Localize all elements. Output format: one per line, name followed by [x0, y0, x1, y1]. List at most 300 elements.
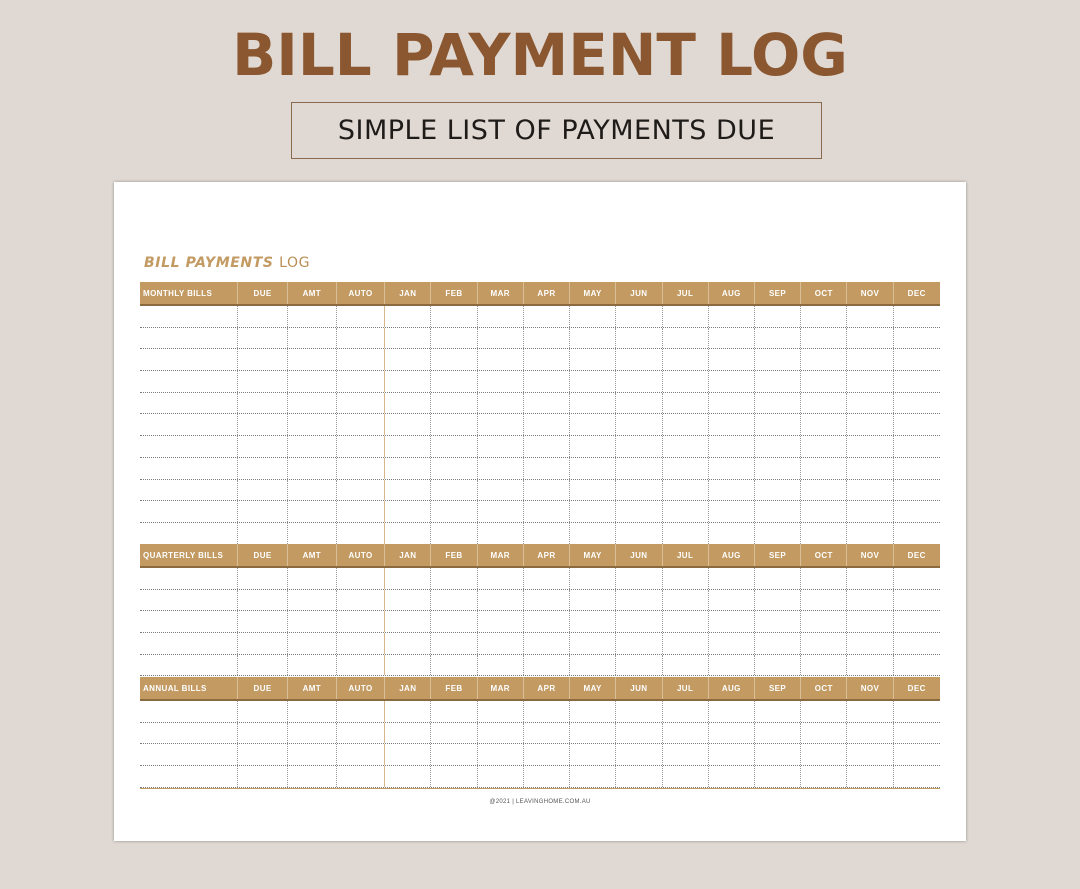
- table-cell[interactable]: [709, 523, 755, 544]
- table-cell[interactable]: [524, 480, 570, 501]
- table-cell[interactable]: [709, 436, 755, 457]
- table-cell[interactable]: [801, 701, 847, 722]
- table-cell[interactable]: [337, 655, 385, 676]
- table-cell[interactable]: [570, 480, 616, 501]
- table-cell[interactable]: [478, 590, 524, 611]
- table-cell[interactable]: [709, 590, 755, 611]
- table-cell[interactable]: [663, 458, 709, 479]
- table-cell[interactable]: [709, 458, 755, 479]
- table-cell[interactable]: [524, 611, 570, 632]
- table-cell[interactable]: [140, 306, 238, 327]
- table-cell[interactable]: [140, 480, 238, 501]
- table-cell[interactable]: [847, 723, 893, 744]
- table-cell[interactable]: [478, 633, 524, 654]
- table-cell[interactable]: [288, 655, 337, 676]
- table-cell[interactable]: [431, 393, 477, 414]
- table-cell[interactable]: [894, 523, 940, 544]
- table-cell[interactable]: [385, 523, 431, 544]
- table-cell[interactable]: [616, 723, 662, 744]
- table-cell[interactable]: [755, 501, 801, 522]
- table-cell[interactable]: [570, 523, 616, 544]
- table-cell[interactable]: [385, 480, 431, 501]
- table-cell[interactable]: [847, 501, 893, 522]
- table-cell[interactable]: [894, 611, 940, 632]
- table-cell[interactable]: [616, 328, 662, 349]
- table-cell[interactable]: [140, 436, 238, 457]
- table-cell[interactable]: [847, 701, 893, 722]
- table-cell[interactable]: [524, 371, 570, 392]
- table-cell[interactable]: [894, 744, 940, 765]
- table-cell[interactable]: [337, 393, 385, 414]
- table-cell[interactable]: [894, 501, 940, 522]
- table-cell[interactable]: [616, 744, 662, 765]
- table-cell[interactable]: [709, 328, 755, 349]
- table-cell[interactable]: [755, 436, 801, 457]
- table-cell[interactable]: [385, 590, 431, 611]
- table-cell[interactable]: [385, 393, 431, 414]
- table-cell[interactable]: [801, 523, 847, 544]
- table-cell[interactable]: [337, 523, 385, 544]
- table-cell[interactable]: [663, 436, 709, 457]
- table-cell[interactable]: [431, 701, 477, 722]
- table-cell[interactable]: [385, 611, 431, 632]
- table-cell[interactable]: [431, 655, 477, 676]
- table-cell[interactable]: [801, 766, 847, 787]
- table-cell[interactable]: [801, 414, 847, 435]
- table-cell[interactable]: [238, 349, 287, 370]
- table-cell[interactable]: [663, 590, 709, 611]
- table-cell[interactable]: [524, 744, 570, 765]
- table-cell[interactable]: [894, 723, 940, 744]
- table-cell[interactable]: [755, 349, 801, 370]
- table-cell[interactable]: [847, 744, 893, 765]
- table-cell[interactable]: [524, 568, 570, 589]
- table-cell[interactable]: [140, 458, 238, 479]
- table-cell[interactable]: [570, 744, 616, 765]
- table-cell[interactable]: [288, 501, 337, 522]
- table-cell[interactable]: [337, 501, 385, 522]
- table-cell[interactable]: [616, 393, 662, 414]
- table-cell[interactable]: [238, 568, 287, 589]
- table-cell[interactable]: [238, 458, 287, 479]
- table-cell[interactable]: [894, 414, 940, 435]
- table-cell[interactable]: [616, 349, 662, 370]
- table-cell[interactable]: [894, 590, 940, 611]
- table-cell[interactable]: [524, 723, 570, 744]
- table-cell[interactable]: [385, 633, 431, 654]
- table-cell[interactable]: [709, 723, 755, 744]
- table-cell[interactable]: [337, 414, 385, 435]
- table-cell[interactable]: [663, 480, 709, 501]
- table-cell[interactable]: [663, 744, 709, 765]
- table-cell[interactable]: [894, 480, 940, 501]
- table-cell[interactable]: [288, 523, 337, 544]
- table-cell[interactable]: [524, 523, 570, 544]
- table-cell[interactable]: [663, 655, 709, 676]
- table-cell[interactable]: [801, 371, 847, 392]
- table-cell[interactable]: [431, 458, 477, 479]
- table-cell[interactable]: [663, 633, 709, 654]
- table-cell[interactable]: [478, 436, 524, 457]
- table-cell[interactable]: [385, 701, 431, 722]
- table-cell[interactable]: [755, 414, 801, 435]
- table-cell[interactable]: [238, 371, 287, 392]
- table-cell[interactable]: [847, 590, 893, 611]
- table-cell[interactable]: [847, 655, 893, 676]
- table-cell[interactable]: [616, 480, 662, 501]
- table-cell[interactable]: [524, 306, 570, 327]
- table-cell[interactable]: [140, 701, 238, 722]
- table-cell[interactable]: [431, 523, 477, 544]
- table-cell[interactable]: [238, 393, 287, 414]
- table-cell[interactable]: [755, 633, 801, 654]
- table-cell[interactable]: [238, 414, 287, 435]
- table-cell[interactable]: [478, 568, 524, 589]
- table-cell[interactable]: [709, 480, 755, 501]
- table-cell[interactable]: [709, 744, 755, 765]
- table-cell[interactable]: [431, 611, 477, 632]
- table-cell[interactable]: [709, 414, 755, 435]
- table-cell[interactable]: [570, 723, 616, 744]
- table-cell[interactable]: [385, 766, 431, 787]
- table-cell[interactable]: [524, 655, 570, 676]
- table-cell[interactable]: [894, 306, 940, 327]
- table-cell[interactable]: [894, 633, 940, 654]
- table-cell[interactable]: [709, 393, 755, 414]
- table-cell[interactable]: [140, 371, 238, 392]
- table-cell[interactable]: [478, 414, 524, 435]
- table-cell[interactable]: [431, 371, 477, 392]
- table-cell[interactable]: [288, 371, 337, 392]
- table-cell[interactable]: [238, 590, 287, 611]
- table-cell[interactable]: [238, 523, 287, 544]
- table-cell[interactable]: [847, 414, 893, 435]
- table-cell[interactable]: [709, 766, 755, 787]
- table-cell[interactable]: [478, 723, 524, 744]
- table-cell[interactable]: [570, 414, 616, 435]
- table-cell[interactable]: [431, 568, 477, 589]
- table-cell[interactable]: [385, 371, 431, 392]
- table-cell[interactable]: [524, 458, 570, 479]
- table-cell[interactable]: [385, 501, 431, 522]
- table-cell[interactable]: [337, 458, 385, 479]
- table-cell[interactable]: [847, 611, 893, 632]
- table-cell[interactable]: [663, 523, 709, 544]
- table-cell[interactable]: [337, 568, 385, 589]
- table-cell[interactable]: [288, 744, 337, 765]
- table-cell[interactable]: [570, 655, 616, 676]
- table-cell[interactable]: [847, 458, 893, 479]
- table-cell[interactable]: [140, 723, 238, 744]
- table-cell[interactable]: [663, 501, 709, 522]
- table-cell[interactable]: [709, 306, 755, 327]
- table-cell[interactable]: [431, 306, 477, 327]
- table-cell[interactable]: [755, 568, 801, 589]
- table-cell[interactable]: [385, 568, 431, 589]
- table-cell[interactable]: [616, 568, 662, 589]
- table-cell[interactable]: [288, 436, 337, 457]
- table-cell[interactable]: [663, 766, 709, 787]
- table-cell[interactable]: [616, 523, 662, 544]
- table-cell[interactable]: [140, 590, 238, 611]
- table-cell[interactable]: [894, 436, 940, 457]
- table-cell[interactable]: [709, 371, 755, 392]
- table-cell[interactable]: [847, 436, 893, 457]
- table-cell[interactable]: [616, 701, 662, 722]
- table-cell[interactable]: [755, 766, 801, 787]
- table-cell[interactable]: [570, 568, 616, 589]
- table-cell[interactable]: [337, 723, 385, 744]
- table-cell[interactable]: [238, 306, 287, 327]
- table-cell[interactable]: [140, 611, 238, 632]
- table-cell[interactable]: [478, 766, 524, 787]
- table-cell[interactable]: [663, 723, 709, 744]
- table-cell[interactable]: [478, 328, 524, 349]
- table-cell[interactable]: [337, 744, 385, 765]
- table-cell[interactable]: [663, 568, 709, 589]
- table-cell[interactable]: [524, 393, 570, 414]
- table-cell[interactable]: [478, 480, 524, 501]
- table-cell[interactable]: [847, 393, 893, 414]
- table-cell[interactable]: [385, 414, 431, 435]
- table-cell[interactable]: [140, 766, 238, 787]
- table-cell[interactable]: [709, 349, 755, 370]
- table-cell[interactable]: [524, 436, 570, 457]
- table-cell[interactable]: [238, 480, 287, 501]
- table-cell[interactable]: [288, 328, 337, 349]
- table-cell[interactable]: [616, 458, 662, 479]
- table-cell[interactable]: [663, 414, 709, 435]
- table-cell[interactable]: [238, 723, 287, 744]
- table-cell[interactable]: [140, 393, 238, 414]
- table-cell[interactable]: [478, 523, 524, 544]
- table-cell[interactable]: [663, 701, 709, 722]
- table-cell[interactable]: [140, 655, 238, 676]
- table-cell[interactable]: [337, 701, 385, 722]
- table-cell[interactable]: [431, 501, 477, 522]
- table-cell[interactable]: [140, 523, 238, 544]
- table-cell[interactable]: [894, 766, 940, 787]
- table-cell[interactable]: [755, 701, 801, 722]
- table-cell[interactable]: [385, 655, 431, 676]
- table-cell[interactable]: [140, 414, 238, 435]
- table-cell[interactable]: [847, 633, 893, 654]
- table-cell[interactable]: [847, 306, 893, 327]
- table-cell[interactable]: [616, 590, 662, 611]
- table-cell[interactable]: [140, 349, 238, 370]
- table-cell[interactable]: [755, 393, 801, 414]
- table-cell[interactable]: [755, 590, 801, 611]
- table-cell[interactable]: [755, 655, 801, 676]
- table-cell[interactable]: [288, 306, 337, 327]
- table-cell[interactable]: [431, 480, 477, 501]
- table-cell[interactable]: [801, 306, 847, 327]
- table-cell[interactable]: [431, 436, 477, 457]
- table-cell[interactable]: [570, 436, 616, 457]
- table-cell[interactable]: [140, 328, 238, 349]
- table-cell[interactable]: [288, 458, 337, 479]
- table-cell[interactable]: [524, 633, 570, 654]
- table-cell[interactable]: [337, 611, 385, 632]
- table-cell[interactable]: [709, 633, 755, 654]
- table-cell[interactable]: [570, 766, 616, 787]
- table-cell[interactable]: [288, 349, 337, 370]
- table-cell[interactable]: [431, 328, 477, 349]
- table-cell[interactable]: [478, 655, 524, 676]
- table-cell[interactable]: [570, 458, 616, 479]
- table-cell[interactable]: [801, 480, 847, 501]
- table-cell[interactable]: [140, 744, 238, 765]
- table-cell[interactable]: [431, 590, 477, 611]
- table-cell[interactable]: [616, 655, 662, 676]
- table-cell[interactable]: [894, 701, 940, 722]
- table-cell[interactable]: [570, 306, 616, 327]
- table-cell[interactable]: [238, 766, 287, 787]
- table-cell[interactable]: [801, 611, 847, 632]
- table-cell[interactable]: [801, 568, 847, 589]
- table-cell[interactable]: [288, 701, 337, 722]
- table-cell[interactable]: [570, 371, 616, 392]
- table-cell[interactable]: [663, 328, 709, 349]
- table-cell[interactable]: [524, 328, 570, 349]
- table-cell[interactable]: [478, 371, 524, 392]
- table-cell[interactable]: [709, 611, 755, 632]
- table-cell[interactable]: [478, 701, 524, 722]
- table-cell[interactable]: [288, 766, 337, 787]
- table-cell[interactable]: [801, 633, 847, 654]
- table-cell[interactable]: [709, 701, 755, 722]
- table-cell[interactable]: [570, 349, 616, 370]
- table-cell[interactable]: [431, 414, 477, 435]
- table-cell[interactable]: [709, 568, 755, 589]
- table-cell[interactable]: [570, 501, 616, 522]
- table-cell[interactable]: [431, 766, 477, 787]
- table-cell[interactable]: [801, 501, 847, 522]
- table-cell[interactable]: [524, 701, 570, 722]
- table-cell[interactable]: [238, 701, 287, 722]
- table-cell[interactable]: [847, 766, 893, 787]
- table-cell[interactable]: [847, 371, 893, 392]
- table-cell[interactable]: [478, 458, 524, 479]
- table-cell[interactable]: [894, 371, 940, 392]
- table-cell[interactable]: [801, 723, 847, 744]
- table-cell[interactable]: [847, 568, 893, 589]
- table-cell[interactable]: [801, 393, 847, 414]
- table-cell[interactable]: [385, 328, 431, 349]
- table-cell[interactable]: [337, 590, 385, 611]
- table-cell[interactable]: [238, 611, 287, 632]
- table-cell[interactable]: [801, 349, 847, 370]
- table-cell[interactable]: [238, 744, 287, 765]
- table-cell[interactable]: [847, 349, 893, 370]
- table-cell[interactable]: [616, 501, 662, 522]
- table-cell[interactable]: [140, 633, 238, 654]
- table-cell[interactable]: [337, 306, 385, 327]
- table-cell[interactable]: [337, 480, 385, 501]
- table-cell[interactable]: [238, 328, 287, 349]
- table-cell[interactable]: [385, 436, 431, 457]
- table-cell[interactable]: [755, 523, 801, 544]
- table-cell[interactable]: [337, 328, 385, 349]
- table-cell[interactable]: [431, 744, 477, 765]
- table-cell[interactable]: [801, 458, 847, 479]
- table-cell[interactable]: [570, 590, 616, 611]
- table-cell[interactable]: [140, 568, 238, 589]
- table-cell[interactable]: [616, 633, 662, 654]
- table-cell[interactable]: [238, 655, 287, 676]
- table-cell[interactable]: [288, 414, 337, 435]
- table-cell[interactable]: [616, 306, 662, 327]
- table-cell[interactable]: [385, 349, 431, 370]
- table-cell[interactable]: [385, 723, 431, 744]
- table-cell[interactable]: [385, 458, 431, 479]
- table-cell[interactable]: [616, 611, 662, 632]
- table-cell[interactable]: [385, 306, 431, 327]
- table-cell[interactable]: [755, 723, 801, 744]
- table-cell[interactable]: [709, 501, 755, 522]
- table-cell[interactable]: [140, 501, 238, 522]
- table-cell[interactable]: [894, 568, 940, 589]
- table-cell[interactable]: [524, 590, 570, 611]
- table-cell[interactable]: [663, 371, 709, 392]
- table-cell[interactable]: [524, 414, 570, 435]
- table-cell[interactable]: [616, 766, 662, 787]
- table-cell[interactable]: [570, 328, 616, 349]
- table-cell[interactable]: [755, 744, 801, 765]
- table-cell[interactable]: [894, 328, 940, 349]
- table-cell[interactable]: [570, 633, 616, 654]
- table-cell[interactable]: [616, 414, 662, 435]
- table-cell[interactable]: [570, 393, 616, 414]
- table-cell[interactable]: [385, 744, 431, 765]
- table-cell[interactable]: [755, 371, 801, 392]
- table-cell[interactable]: [524, 501, 570, 522]
- table-cell[interactable]: [478, 349, 524, 370]
- table-cell[interactable]: [478, 744, 524, 765]
- table-cell[interactable]: [663, 611, 709, 632]
- table-cell[interactable]: [288, 480, 337, 501]
- table-cell[interactable]: [663, 349, 709, 370]
- table-cell[interactable]: [847, 328, 893, 349]
- table-cell[interactable]: [755, 306, 801, 327]
- table-cell[interactable]: [478, 501, 524, 522]
- table-cell[interactable]: [801, 436, 847, 457]
- table-cell[interactable]: [238, 633, 287, 654]
- table-cell[interactable]: [524, 349, 570, 370]
- table-cell[interactable]: [801, 590, 847, 611]
- table-cell[interactable]: [337, 371, 385, 392]
- table-cell[interactable]: [337, 349, 385, 370]
- table-cell[interactable]: [288, 633, 337, 654]
- table-cell[interactable]: [431, 723, 477, 744]
- table-cell[interactable]: [337, 436, 385, 457]
- table-cell[interactable]: [616, 371, 662, 392]
- table-cell[interactable]: [894, 393, 940, 414]
- table-cell[interactable]: [570, 611, 616, 632]
- table-cell[interactable]: [616, 436, 662, 457]
- table-cell[interactable]: [894, 349, 940, 370]
- table-cell[interactable]: [288, 723, 337, 744]
- table-cell[interactable]: [570, 701, 616, 722]
- table-cell[interactable]: [524, 766, 570, 787]
- table-cell[interactable]: [478, 611, 524, 632]
- table-cell[interactable]: [847, 523, 893, 544]
- table-cell[interactable]: [755, 611, 801, 632]
- table-cell[interactable]: [337, 633, 385, 654]
- table-cell[interactable]: [801, 328, 847, 349]
- table-cell[interactable]: [755, 328, 801, 349]
- table-cell[interactable]: [663, 393, 709, 414]
